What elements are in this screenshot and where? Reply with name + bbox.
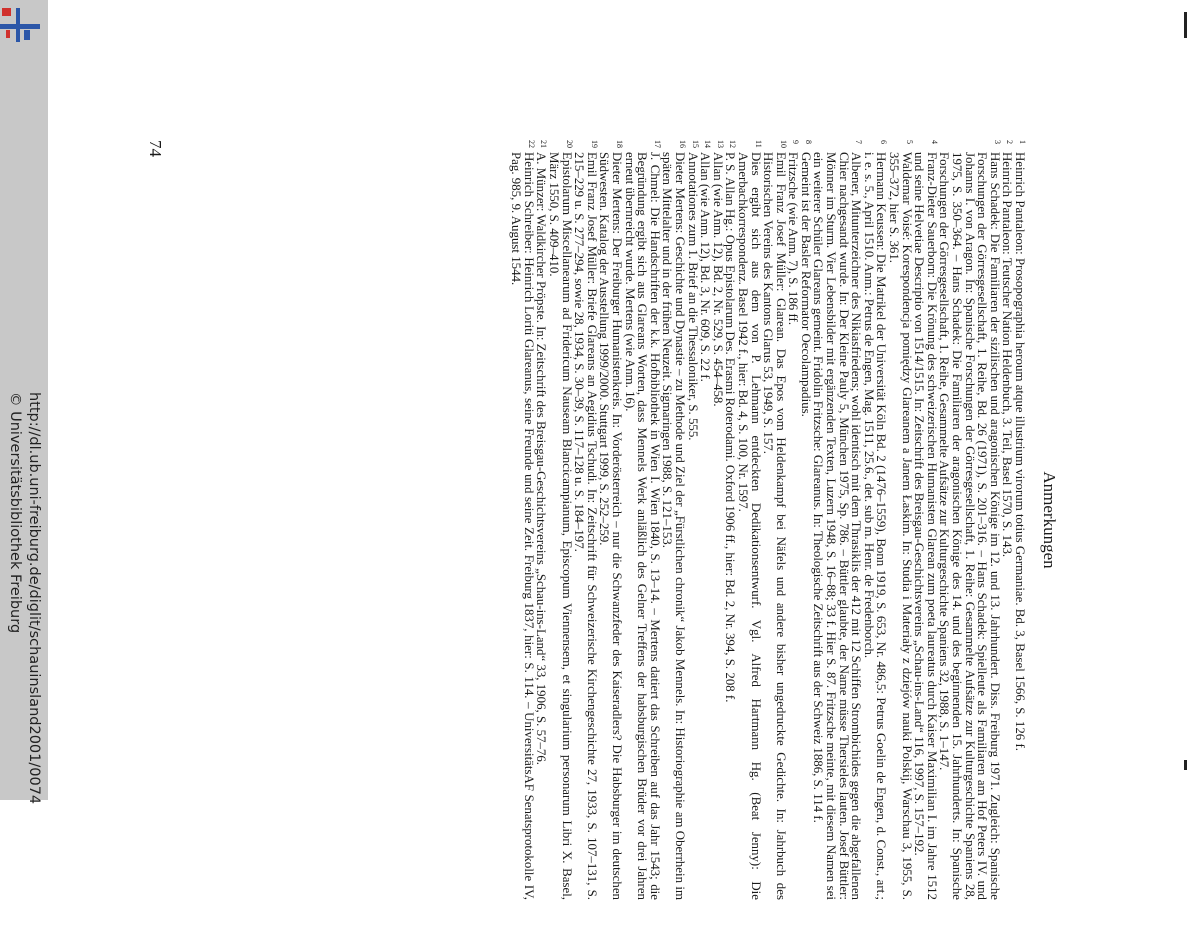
edge-mark — [1184, 12, 1187, 38]
footnote-text: Epistolarum Miscellanearum ad Fridericum Nauseam Blancicampianum, Episcopum Viennensem, et singularium personarum Libri X. Basel, März 1550, S. 409–410. — [547, 152, 574, 900]
footnote-number: 21 — [539, 140, 549, 148]
footnote — [711, 140, 724, 900]
footnote-number: 10 — [778, 140, 788, 148]
footnote-text: Hans Schadek: Die Familiaren der sizilischen und aragonischen Könige im 12. und 13. Jahrhundert. Diss. Freiburg 1971. Zugleich: Spanische Forschungen der Görresgesellschaft, 1. Reihe, Bd. 26 (1971), S. 201–316. – Hans Schadek: Spielleute als Familiaren am Hof Peters IV. und Johanns I. von Aragon. In: Spanische Forschungen der Görresgesellschaft, 1. Reihe: Gesammelte Aufsätze zur Kulturgeschichte Spaniens 28, 1975, S. 350–364. – Hans Schadek: Die Familiaren der aragonischen Könige des 14. und des beginnenden 15. Jahrhunderts. In: Spanische Forschungen der Görresgesellschaft, 1. Reihe, Gesammelte Aufsätze zur Kulturgeschichte Spaniens 32, 1988, S. 1–147. — [937, 152, 1002, 900]
footnote-number: 13 — [715, 140, 725, 148]
footnote-number: 22 — [526, 140, 536, 148]
footnote — [736, 140, 761, 900]
page-number: 74 — [146, 140, 165, 157]
footnote — [762, 140, 787, 900]
footnote-text: Allan (wie Anm. 12), Bd. 3, Nr. 609, S. 22 f. — [698, 152, 713, 382]
footnote-number: 11 — [753, 140, 763, 148]
footnote-text: Fritzsche (wie Anm. 7), S. 186 ff. — [786, 152, 801, 326]
footnote-text: Hermann Keussen: Die Matrikel der Universität Köln Bd. 2 (1476–1559), Bonn 1919, S. 653, Nr. 486,5: Petrus Goelin de Engen, d. Const., art.; i. e. s. 5., April 1510. Anm.: Petrus de Engen, Mag. 1511, 25.6., det. sub m. Henr. de Fredenborch. — [861, 152, 889, 900]
footnote-text: Emil Franz Josef Müller: Glarean. Das Epos vom Heldenkampf bei Näfels und andere bisher ungedruckte Gedichte. In: Jahrbuch des Historischen Vereins des Kantons Glarus 53, 1949, S. 157. — [761, 152, 788, 900]
edge-mark — [1184, 760, 1187, 770]
footnote-number: 18 — [615, 140, 624, 148]
footnote-number: 7 — [854, 140, 864, 144]
page-heading: Anmerkungen — [1040, 471, 1059, 569]
viewer-right-edge — [1184, 0, 1192, 800]
footnote — [535, 140, 548, 900]
footnote — [1001, 140, 1014, 900]
footnote-number: 2 — [1005, 140, 1015, 144]
footnote-number: 5 — [904, 140, 914, 144]
footnote — [573, 140, 598, 900]
footnote — [598, 140, 623, 900]
footnote-text: A. Münzer: Waldkircher Pröpste. In: Zeitschrift des Breisgau-Geschichtsvereins „Schau-ins-Land“ 33, 1906, S. 57–76. — [534, 152, 549, 766]
footnote-number: 20 — [564, 140, 574, 148]
footnote — [887, 140, 912, 900]
footnote-number: 8 — [803, 140, 813, 144]
footnote-number: 16 — [677, 140, 687, 148]
viewer-credits — [0, 0, 48, 805]
footnote — [686, 140, 699, 900]
footnote-text: Dieter Mertens: Der Freiburger Humanistenkreis. In: Vorderösterreich – nur die Schwanzfeder des Kaiseradlers? Die Habsburger im deutschen Südwesten. Katalog der Ausstellung 1999/2000. Stuttgart 1999, S. 252–259. — [597, 152, 624, 900]
footnote — [787, 140, 800, 900]
footnote — [913, 140, 938, 900]
footnote — [862, 140, 887, 900]
footnote-text: Allan (wie Anm. 12), Bd. 2, Nr. 529, S. 454–458. — [710, 152, 725, 407]
footnote-text: Waldemar Voisé: Korespondencja pomiędzy Glareanem a Janem Łaskim. In: Studia i Materiały z dziejów nauki Polskij, Warschau 3, 1955, S. 355–372, hier S. 361. — [887, 152, 914, 900]
footnote — [623, 140, 661, 900]
footnote-number: 17 — [652, 140, 662, 148]
footnote-number: 1 — [1018, 140, 1027, 144]
footnote-text: Annotationes zum 1. Brief an die Thessaloniker, S. 555. — [685, 152, 700, 441]
footnote-number: 14 — [703, 140, 713, 148]
scanned-page — [146, 140, 1060, 940]
footnotes-list — [510, 140, 1026, 900]
footnote-number: 6 — [879, 140, 889, 144]
footnote-text: Emil Franz Josef Müller: Briefe Glareans an Aegidius Tschudi. In: Zeitschrift für Schweizerische Kirchengeschichte 27, 1933, S. 107–131, S. 215–229 u. S. 277–294, sowie 28, 1934, S. 30–39, S. 117–128 u. S. 184–197. — [572, 152, 599, 900]
footnote-text: P. S. Allan Hg.: Opus Epistolarum Des. Erasmi Roterodami. Oxford 1906 ff., hier: Bd. 2, Nr. 394, S. 208 f. — [723, 152, 738, 703]
source-url[interactable]: http://dl.ub.uni-freiburg.de/diglit/schauinsland2001/0074 — [26, 392, 42, 805]
footnote — [812, 140, 862, 900]
footnote-text: Dies ergibt sich aus dem von P. Lehmann entdeckten Dedikationsentwurf. Vgl. Alfred Hartmann Hg. (Beat Jenny): Die Amerbachkorrespondenz. Basel 1942 f., hier: Bd. 4, S. 100, Nr. 1597. — [735, 152, 763, 900]
footnote — [661, 140, 686, 900]
footnote-number: 12 — [728, 140, 738, 148]
footnote-text: Gemeint ist der Basler Reformator Oecolampadius. — [798, 152, 813, 417]
footnote-text: Heinrich Schreiber: Heinrich Loriti Glareanus, seine Freunde und seine Zeit. Freiburg 1837, hier: S. 114. – UniversitätsAF Senatsprotokolle IV, Pag. 985, 9. August 1544. — [509, 152, 536, 900]
footnote-number: 3 — [992, 140, 1002, 144]
footnote — [938, 140, 1001, 900]
footnote — [724, 140, 737, 900]
footnote-text: Dieter Mertens: Geschichte und Dynastie – zu Methode und Ziel der „Fürstlichen chronik“ Jakob Mennels. In: Historiographie am Oberrhein im späten Mittelalter und in der frühen Neuzeit. Sigmaringen 1988, S. 121–153. — [660, 152, 687, 900]
footnote — [799, 140, 812, 900]
footnote — [547, 140, 572, 900]
footnote-text: Albener, Mitunterzeichner des Nikiasfriedens; wohl identisch mit dem Thrasiklis der 412 mit 12 Schiffen Strombichides gegen die abgefallenen Chier nachgesandt wurde. In: Der Kleine Pauly 5, München 1975, Sp. 786. – Büttler glaubte, der Name müsse Thersieles lauten. Josef Büttler: Mönner im Sturm. Vier Lebensbilder mit ergänzenden Texten, Luzern 1948, S. 16–88; 33 f. Hier S. 87. Fritzsche meinte, mit diesem Namen sei ein weiterer Schüler Glareans gemeint. Fridolin Fritzsche: Glareanus. In: Theologische Zeitschrift aus der Schweiz 1886, S. 114 f. — [811, 152, 864, 900]
copyright-notice: © Universitätsbibliothek Freiburg — [7, 392, 23, 634]
footnote-number: 19 — [589, 140, 599, 148]
footnote-number: 15 — [690, 140, 700, 148]
footnote-text: Franz-Dieter Sauerborn: Die Krönung des schweizerischen Humanisten Glarean zum poeta laureatus durch Kaiser Maximilian I. im Jahre 1512 und seine Helvetiae Descriptio von 1514/1515. In: Zeitschrift des Breisgau-Geschichtsvereins „Schau-ins-Land“ 116, 1997, S. 157–192. — [912, 152, 939, 900]
footnote — [1013, 140, 1026, 900]
footnote-text: J. Chmel: Die Handschriften der k.k. Hofbibliothek in Wien I. Wien 1840, S. 13–14. – Mertens datiert das Schreiben auf das Jahr 1543; die Begründung ergibt sich aus Glareans Worten, dass Mennels Werk anläßlich des Gelner Treffens der habsburgischen Brüder vor drei Jahren erneut übernreicht wurde. Mertens (wie Anm. 16). — [622, 152, 662, 900]
footnote — [699, 140, 712, 900]
footnote-number: 9 — [791, 140, 801, 144]
footnote-number: 4 — [929, 140, 939, 144]
footnote-text: Heinrich Pantaleon: Teutscher Nation Heldenbuch, 3. Teil, Basel 1570, S. 143. — [1000, 152, 1015, 558]
footnote — [510, 140, 535, 900]
footnote-text: Heinrich Pantaleon: Prosopographia heroum atque illustrium virorum totius Germaniae. Bd. 3, Basel 1566, S. 126 f. — [1013, 152, 1027, 751]
